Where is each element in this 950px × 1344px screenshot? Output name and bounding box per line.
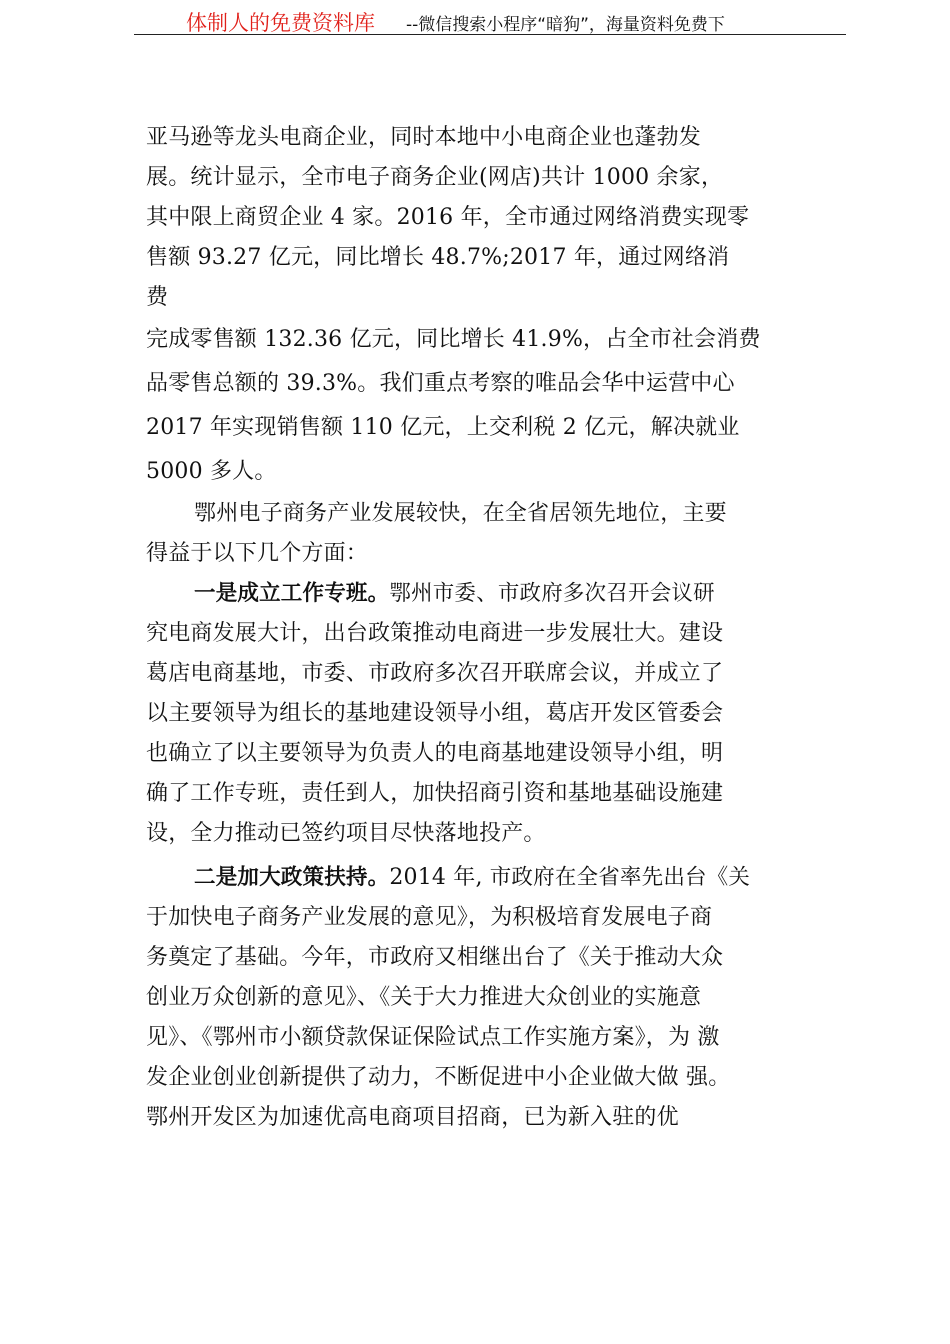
text-line: 发企业创业创新提供了动力，不断促进中小企业做大做 强。 <box>146 1065 731 1090</box>
text-line: 鄂州开发区为加速优高电商项目招商，已为新入驻的优 <box>146 1105 679 1130</box>
text-line: 也确立了以主要领导为负责人的电商基地建设领导小组，明 <box>146 741 724 766</box>
header-subtitle: --微信搜索小程序“暗狗”，海量资料免费下 <box>406 15 725 35</box>
year-text: 2014 年, <box>389 865 483 890</box>
header-title: 体制人的免费资料库 <box>186 11 375 35</box>
text-line: 得益于以下几个方面： <box>146 541 369 566</box>
section-heading: 一是成立工作专班。 <box>194 581 390 606</box>
paragraph-2 <box>146 494 836 574</box>
text-line: 2017 年实现销售额 110 亿元，上交利税 2 亿元，解决就业 <box>146 415 740 440</box>
text-line <box>146 574 836 614</box>
text-line: 确了工作专班，责任到人，加快招商引资和基地基础设施建 <box>146 781 724 806</box>
heading-rest: 市政府在全省率先出台《关 <box>482 865 751 890</box>
page-header <box>134 4 846 35</box>
text-line <box>146 858 836 898</box>
text-line: 5000 多人。 <box>146 459 277 484</box>
paragraph-3 <box>146 574 836 854</box>
text-line: 见》、《鄂州市小额贷款保证保险试点工作实施方案》，为 激 <box>146 1025 720 1050</box>
paragraph-4 <box>146 858 836 1138</box>
text-line: 费 <box>146 285 169 310</box>
text-line: 于加快电子商务产业发展的意见》，为积极培育发展电子商 <box>146 905 713 930</box>
text-line: 展。统计显示，全市电子商务企业(网店)共计 1000 余家， <box>146 165 724 190</box>
text-line: 售额 93.27 亿元，同比增长 48.7%;2017 年，通过网络消 <box>146 245 730 270</box>
text-line: 品零售总额的 39.3%。我们重点考察的唯品会华中运营中心 <box>146 371 735 396</box>
text-line: 以主要领导为组长的基地建设领导小组，葛店开发区管委会 <box>146 701 724 726</box>
heading-rest: 鄂州市委、市政府多次召开会议研 <box>389 581 715 606</box>
text-line: 创业万众创新的意见》、《关于大力推进大众创业的实施意 <box>146 985 702 1010</box>
text-line: 完成零售额 132.36 亿元，同比增长 41.9%，占全市社会消费 <box>146 327 761 352</box>
text-line: 亚马逊等龙头电商企业，同时本地中小电商企业也蓬勃发 <box>146 125 702 150</box>
text-line: 葛店电商基地，市委、市政府多次召开联席会议，并成立了 <box>146 661 724 686</box>
text-line: 其中限上商贸企业 4 家。2016 年，全市通过网络消费实现零 <box>146 205 750 230</box>
text-line: 设，全力推动已签约项目尽快落地投产。 <box>146 821 546 846</box>
text-line: 鄂州电子商务产业发展较快，在全省居领先地位，主要 <box>194 501 727 526</box>
text-line: 务奠定了基础。今年，市政府又相继出台了《关于推动大众 <box>146 945 724 970</box>
paragraph-1 <box>146 118 836 494</box>
text-line: 究电商发展大计，出台政策推动电商进一步发展壮大。建设 <box>146 621 724 646</box>
section-heading: 二是加大政策扶持。 <box>194 865 390 890</box>
document-body <box>146 118 836 1138</box>
